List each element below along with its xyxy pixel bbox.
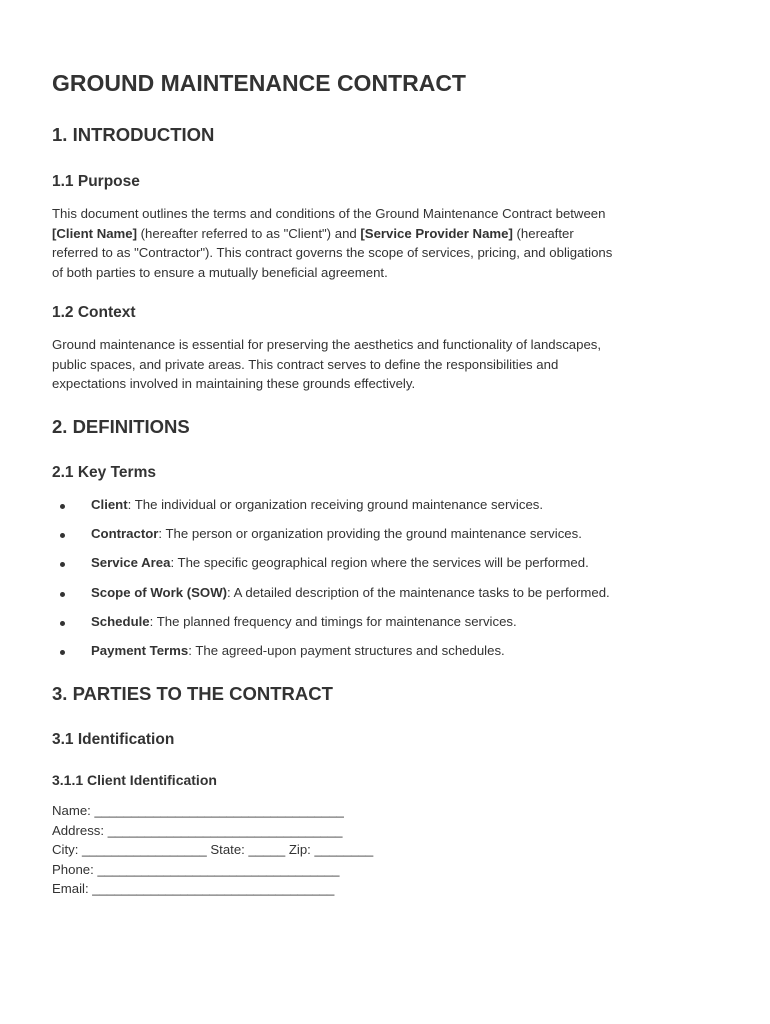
bullet-icon <box>60 650 65 655</box>
bullet-icon <box>60 533 65 538</box>
client-name-placeholder: [Client Name] <box>52 225 137 241</box>
term-name: Service Area <box>91 555 171 571</box>
term-definition: : The person or organization providing the ground maintenance services. <box>158 526 582 542</box>
section-3-heading: 3. PARTIES TO THE CONTRACT <box>52 683 333 704</box>
term-definition: : The agreed-upon payment structures and schedules. <box>188 642 505 658</box>
section-1-2-heading: 1.2 Context <box>52 304 136 321</box>
purpose-line-2-end: (hereafter <box>512 225 574 241</box>
purpose-line-2-mid: (hereafter referred to as "Client") and <box>137 225 361 241</box>
section-2-heading: 2. DEFINITIONS <box>52 416 190 437</box>
email-field[interactable]: Email: _________________________________ <box>52 881 335 897</box>
term-name: Payment Terms <box>91 642 189 658</box>
provider-name-placeholder: [Service Provider Name] <box>360 225 513 241</box>
purpose-line-3: referred to as "Contractor"). This contract governs the scope of services, pricing, and obligations <box>52 245 613 261</box>
term-name: Client <box>91 497 128 512</box>
term-name: Schedule <box>91 613 150 629</box>
address-field[interactable]: Address: ________________________________ <box>52 822 343 838</box>
term-name: Scope of Work (SOW) <box>91 584 228 600</box>
term-definition: : A detailed description of the maintenance tasks to be performed. <box>227 584 610 600</box>
section-3-1-heading: 3.1 Identification <box>52 731 175 748</box>
bullet-icon <box>60 504 65 509</box>
city-state-zip-field[interactable]: City: _________________ State: _____ Zip: ________ <box>52 842 374 858</box>
context-paragraph <box>52 335 720 394</box>
purpose-line-4: of both parties to ensure a mutually beneficial agreement. <box>52 264 388 280</box>
document-title: GROUND MAINTENANCE CONTRACT <box>52 70 466 96</box>
term-definition: : The specific geographical region where the services will be performed. <box>170 555 589 571</box>
purpose-line-2 <box>52 224 720 244</box>
term-name: Contractor <box>91 526 159 542</box>
purpose-line-1: This document outlines the terms and conditions of the Ground Maintenance Contract between <box>52 206 606 221</box>
name-field[interactable]: Name: __________________________________ <box>52 803 344 818</box>
bullet-icon <box>60 562 65 567</box>
context-line-3: expectations involved in maintaining these grounds effectively. <box>52 376 416 392</box>
term-definition: : The planned frequency and timings for maintenance services. <box>149 613 517 629</box>
client-identification-form <box>52 801 373 899</box>
term-definition: : The individual or organization receiving ground maintenance services. <box>127 497 544 512</box>
bullet-icon <box>60 621 65 626</box>
context-line-2: public spaces, and private areas. This contract serves to define the responsibilities and <box>52 356 559 372</box>
bullet-icon <box>60 592 65 597</box>
section-1-1-heading: 1.1 Purpose <box>52 173 140 190</box>
context-line-1: Ground maintenance is essential for preserving the aesthetics and functionality of landscapes, <box>52 337 602 352</box>
section-1-heading: 1. INTRODUCTION <box>52 124 215 145</box>
phone-field[interactable]: Phone: _________________________________ <box>52 861 340 877</box>
section-2-1-heading: 2.1 Key Terms <box>52 464 156 481</box>
section-3-1-1-heading: 3.1.1 Client Identification <box>52 772 217 788</box>
purpose-paragraph <box>52 204 720 282</box>
